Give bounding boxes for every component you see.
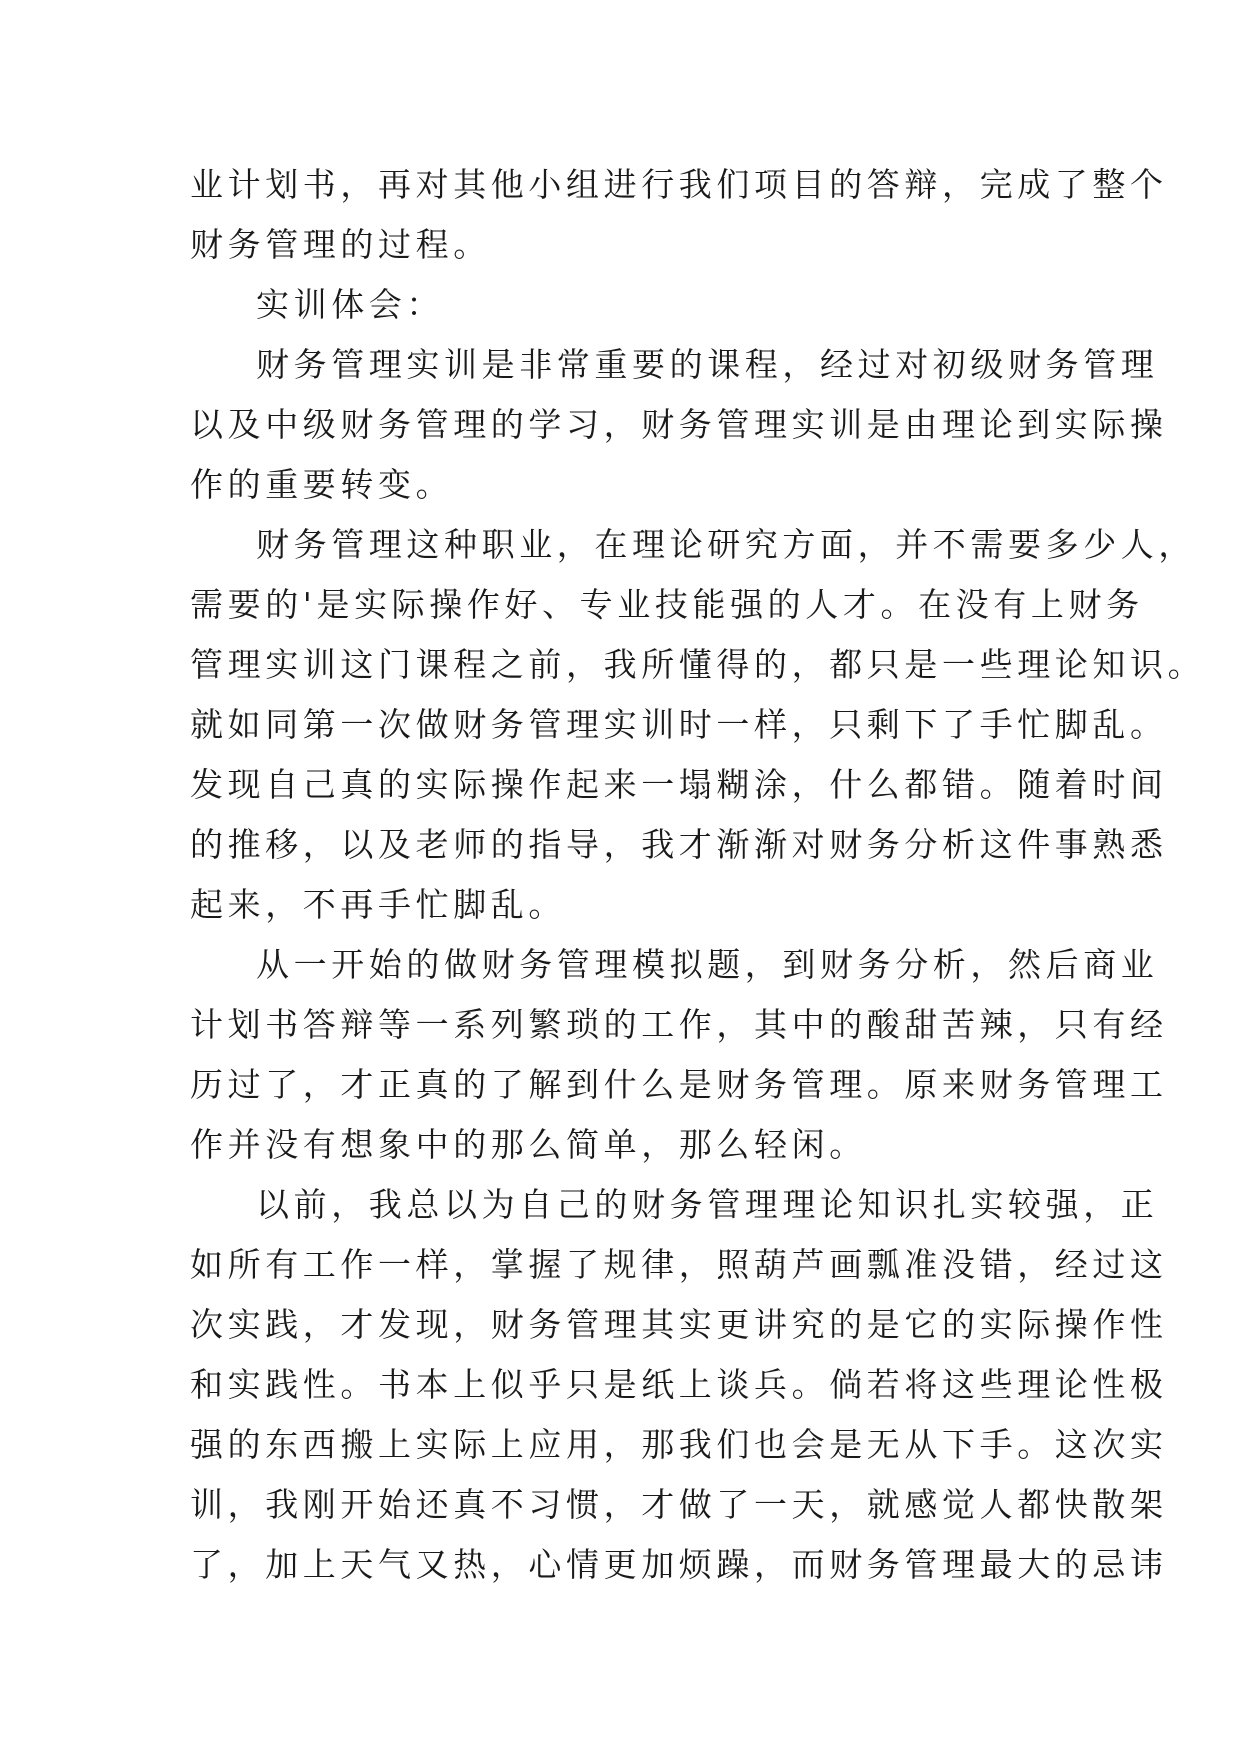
paragraph-4-line-7: 起来，不再手忙脚乱。 xyxy=(190,885,566,924)
paragraph-6-line-5: 强的东西搬上实际上应用，那我们也会是无从下手。这次实 xyxy=(190,1425,1168,1464)
paragraph-4-line-3: 管理实训这门课程之前，我所懂得的，都只是一些理论知识。 xyxy=(190,645,1206,684)
paragraph-6-line-1: 以前，我总以为自己的财务管理理论知识扎实较强，正 xyxy=(256,1185,1159,1224)
paragraph-3-line-3: 作的重要转变。 xyxy=(190,465,454,504)
paragraph-6-line-4: 和实践性。书本上似乎只是纸上谈兵。倘若将这些理论性极 xyxy=(190,1365,1168,1404)
paragraph-4-line-4: 就如同第一次做财务管理实训时一样，只剩下了手忙脚乱。 xyxy=(190,705,1168,744)
paragraph-5-line-4: 作并没有想象中的那么简单，那么轻闲。 xyxy=(190,1125,867,1164)
paragraph-5-line-3: 历过了，才正真的了解到什么是财务管理。原来财务管理工 xyxy=(190,1065,1168,1104)
paragraph-6-line-2: 如所有工作一样，掌握了规律，照葫芦画瓢准没错，经过这 xyxy=(190,1245,1168,1284)
paragraph-6-line-7: 了，加上天气又热，心情更加烦躁，而财务管理最大的忌讳 xyxy=(190,1545,1168,1584)
paragraph-3-line-1: 财务管理实训是非常重要的课程，经过对初级财务管理 xyxy=(256,345,1159,384)
paragraph-4-line-1: 财务管理这种职业，在理论研究方面，并不需要多少人， xyxy=(256,525,1196,564)
paragraph-4-line-2: 需要的'是实际操作好、专业技能强的人才。在没有上财务 xyxy=(190,585,1144,624)
paragraph-4-line-5: 发现自己真的实际操作起来一塌糊涂，什么都错。随着时间 xyxy=(190,765,1168,804)
paragraph-5-line-2: 计划书答辩等一系列繁琐的工作，其中的酸甜苦辣，只有经 xyxy=(190,1005,1168,1044)
paragraph-1-line-1: 业计划书，再对其他小组进行我们项目的答辩，完成了整个 xyxy=(190,165,1168,204)
paragraph-6-line-6: 训，我刚开始还真不习惯，才做了一天，就感觉人都快散架 xyxy=(190,1485,1168,1524)
paragraph-1-line-2: 财务管理的过程。 xyxy=(190,225,491,264)
paragraph-5-line-1: 从一开始的做财务管理模拟题，到财务分析，然后商业 xyxy=(256,945,1159,984)
paragraph-6-line-3: 次实践，才发现，财务管理其实更讲究的是它的实际操作性 xyxy=(190,1305,1168,1344)
section-heading: 实训体会： xyxy=(256,285,444,324)
paragraph-4-line-6: 的推移，以及老师的指导，我才渐渐对财务分析这件事熟悉 xyxy=(190,825,1168,864)
paragraph-3-line-2: 以及中级财务管理的学习，财务管理实训是由理论到实际操 xyxy=(190,405,1168,444)
